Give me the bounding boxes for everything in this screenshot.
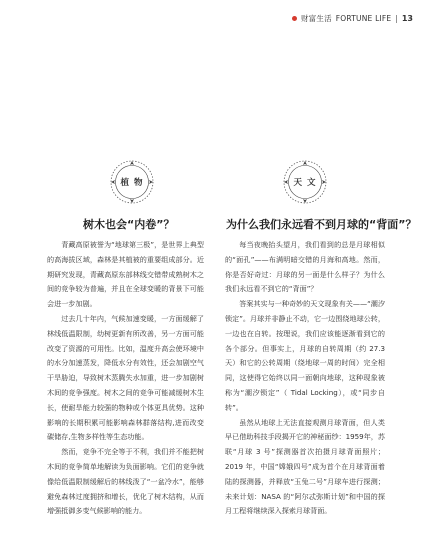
paragraph: 然而，竞争不完全等于不利，我们并不能把树木间的竞争简单地解读为负面影响。它们的竞争就像给低温限制缓解后的林线泼了“一盆冷水”，能够避免森林过度拥挤和增长，优化了树木结构，从而增强抵御多变气候影响的能力。 bbox=[47, 447, 204, 516]
badge-label: 天 文 bbox=[293, 178, 317, 188]
plant-category-badge bbox=[109, 159, 155, 205]
red-dot-icon bbox=[292, 16, 297, 21]
article-body-left bbox=[47, 238, 204, 519]
article-title: 为什么我们永远看不到月球的“背面”？ bbox=[226, 218, 417, 231]
section-name: 财富生活 bbox=[300, 14, 332, 23]
page-header bbox=[292, 13, 413, 24]
header-separator: | bbox=[395, 14, 398, 23]
paragraph: 虽然从地球上无法直接观测月球背面，但人类早已借助科技手段揭开它的神秘面纱：1959年，苏联“月球 3 号”探测器首次拍摄月球背面照片；2019 年，中国“嫦娥四号”成为首个在月球背面着陆的探测器，并释放“玉兔二号”月球车进行探测；未来计划：NASA 的“阿尔忒弥斯计划”和中国的探月工程将继续深入探索月球背面。 bbox=[225, 417, 385, 516]
magazine-name: FORTUNE LIFE bbox=[335, 14, 392, 23]
article-body-right bbox=[225, 238, 385, 519]
paragraph: 答案其实与一种奇妙的天文现象有关——“潮汐锁定”。月球并非静止不动，它一边围绕地球公转，一边也在自转。按理说，我们应该能逐渐看到它的各个部分。但事实上，月球的自转周期（约 27.3 天）和它的公转周期（绕地球一周的时间）完全相同，这使得它始终以同一面朝向地球，这种现象被称为“潮汐锁定”（ Tidal Locking），或“同步自转”。 bbox=[225, 299, 385, 412]
article-title: 树木也会“内卷”？ bbox=[83, 218, 175, 231]
paragraph: 青藏高原被誉为“地球第三极”，是世界上典型的高海拔区域，森林是其植被的重要组成部分。近期研究发现，青藏高原东部林线交错带成熟树木之间的竞争较为普遍，并且在全球变暖的背景下可能会进一步加剧。 bbox=[47, 240, 204, 309]
badge-label: 植 物 bbox=[120, 178, 144, 188]
page-number: 13 bbox=[401, 14, 413, 23]
paragraph: 过去几十年内，气候加速变暖，一方面缓解了林线低温限制，幼树更新有所改善，另一方面可能改变了资源的可用性。比如，温度升高会使环境中的水分加速蒸发，降低水分有效性，还会加剧空气干旱胁迫，导致树木蒸腾失水加重，进一步加剧树木间的竞争强度。树木之间的竞争可能减缓树木生长，使耐旱能力较强的物种或个体更具优势。这种影响的长期积累可能影响森林群落结构,进而改变碳储存,生物多样性等生态功能。 bbox=[47, 313, 204, 442]
astronomy-category-badge bbox=[282, 159, 328, 205]
paragraph: 每当夜晚抬头望月，我们看到的总是月球相似的“面孔”——布满明暗交错的月海和高地。然而，你是否好奇过：月球的另一面是什么样子？为什么我们永远看不到它的“背面”？ bbox=[225, 240, 385, 294]
